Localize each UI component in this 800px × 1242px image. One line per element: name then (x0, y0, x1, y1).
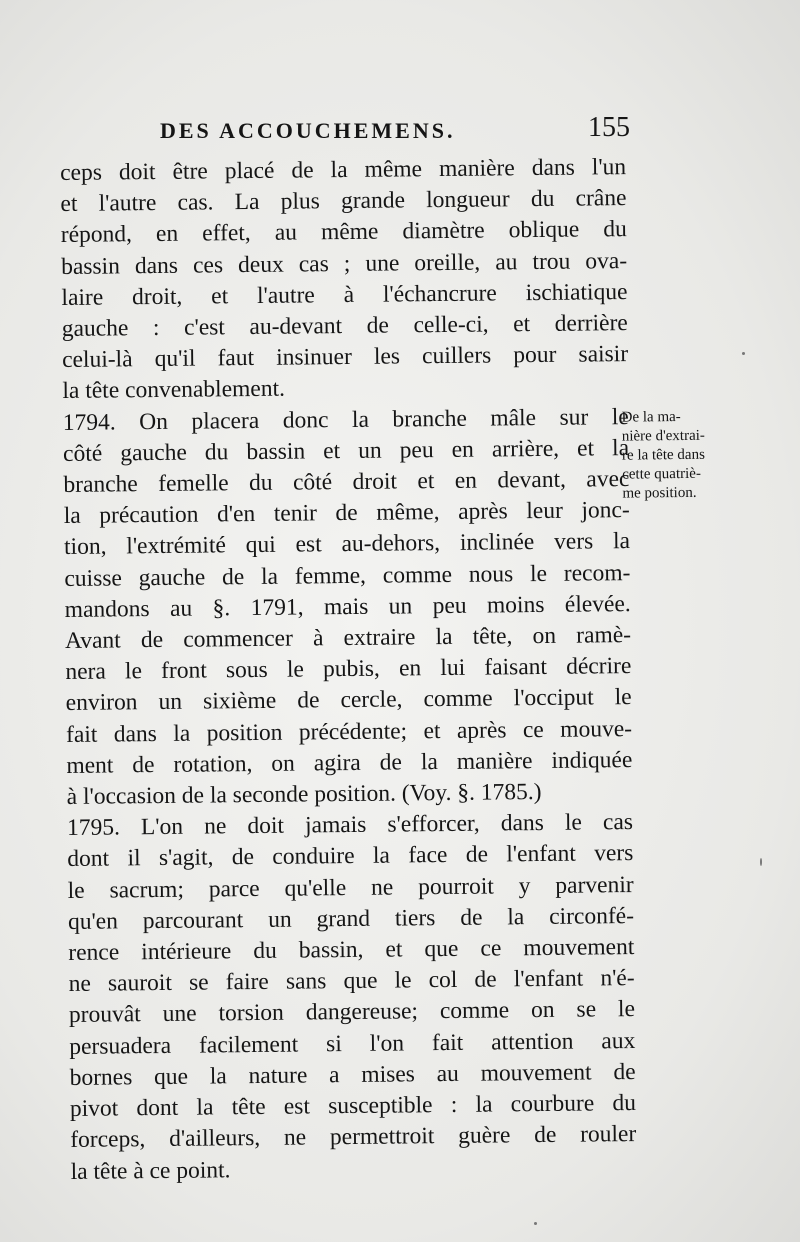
text-line: laire droit, et l'autre à l'échancrure ischiatique (61, 278, 628, 311)
margin-note-line: cette quatriè- (622, 465, 701, 483)
text-line: mandons au §. 1791, mais un peu moins élevée. (64, 590, 631, 623)
paper-speck (742, 352, 745, 355)
text-line: ceps doit être placé de la même manière dans l'un (60, 154, 627, 186)
text-line: la tête convenablement. (62, 376, 286, 405)
running-title: DES ACCOUCHEMENS. (160, 118, 456, 143)
text-line: branche femelle du côté droit et en devant, avec (63, 466, 630, 499)
text-line: Avant de commencer à extraire la tête, on ramè- (64, 622, 632, 655)
text-line: la tête à ce point. (70, 1156, 231, 1185)
text-line: cuisse gauche de la femme, comme nous le recom- (64, 559, 631, 592)
margin-note-line: De la ma- (621, 409, 681, 426)
text-line: bassin dans ces deux cas ; une oreille, au trou ova- (61, 247, 628, 280)
text-line: forceps, d'ailleurs, ne permettroit guère de rouler (70, 1121, 637, 1154)
page-header (160, 112, 630, 144)
text-line: environ un sixième de cercle, comme l'occiput le (65, 684, 632, 717)
margin-note-line: nière d'extrai- (621, 427, 705, 445)
text-line: ne sauroit se faire sans que le col de l'enfant n'é- (68, 965, 635, 998)
text-line: tion, l'extrémité qui est au-dehors, inclinée vers la (63, 528, 631, 561)
text-line: pivot dont la tête est susceptible : la courbure du (69, 1090, 637, 1123)
text-line: celui-là qu'il faut insinuer les cuillers pour saisir (61, 341, 629, 374)
text-line: répond, en effet, au même diamètre oblique du (60, 216, 627, 249)
text-line: persuadera facilement si l'on fait attention aux (69, 1027, 636, 1060)
text-line: 1794. On placera donc la branche mâle sur le (62, 403, 629, 436)
text-line: à l'occasion de la seconde position. (Voy. §. 1785.) (66, 779, 542, 811)
text-line: ment de rotation, on agira de la manière indiquée (66, 746, 633, 779)
text-line: prouvât une torsion dangereuse; comme on se le (68, 996, 636, 1029)
margin-note (622, 407, 743, 503)
margin-note-line: re la tête dans (621, 446, 705, 464)
page-number: 155 (588, 112, 630, 143)
text-line: la précaution d'en tenir de même, après leur jonc- (63, 497, 630, 530)
text-line: et l'autre cas. La plus grande longueur du crâne (60, 185, 627, 218)
text-line: le sacrum; parce qu'elle ne pourroit y parvenir (67, 871, 634, 904)
text-line: nera le front sous le pubis, en lui faisant décrire (65, 653, 632, 686)
text-line: côté gauche du bassin et un peu en arrière, et la (62, 434, 630, 467)
text-line: qu'en parcourant un grand tiers de la circonfé- (67, 902, 635, 935)
body-text (60, 152, 637, 1188)
text-line: bornes que la nature a mises au mouvement de (69, 1058, 636, 1091)
text-line: 1795. L'on ne doit jamais s'efforcer, dans le cas (66, 809, 634, 842)
text-line: gauche : c'est au-devant de celle-ci, et derrière (61, 310, 628, 343)
text-line: rence intérieure du bassin, et que ce mouvement (68, 934, 635, 967)
text-line: dont il s'agit, de conduire la face de l'enfant vers (67, 840, 634, 873)
paper-speck (534, 1222, 537, 1225)
paper-speck (760, 858, 762, 866)
margin-note-line: me position. (622, 484, 697, 502)
text-line: fait dans la position précédente; et après ce mouve- (65, 715, 633, 748)
